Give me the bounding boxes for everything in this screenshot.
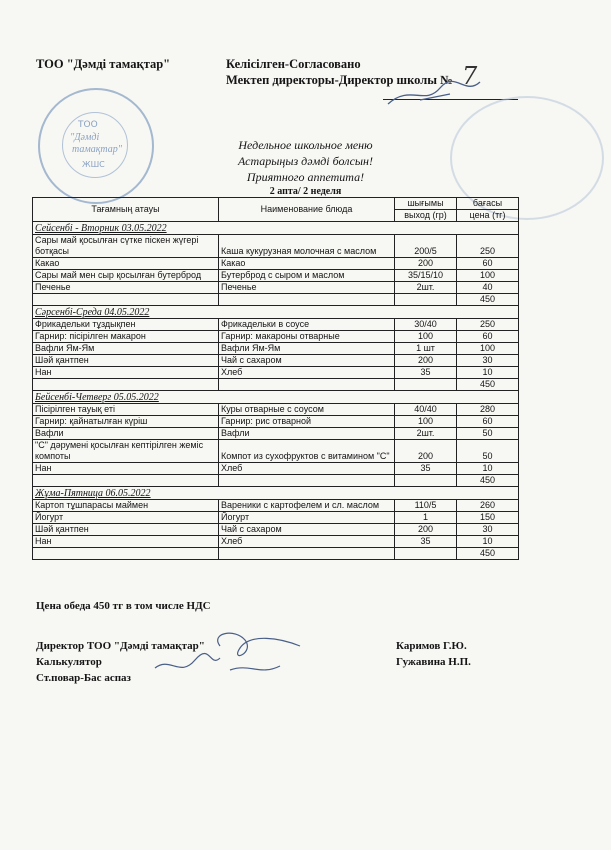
week-label: 2 апта/ 2 неделя (269, 186, 342, 197)
dish-price: 50 (457, 428, 519, 440)
dish-name-ru: Йогурт (219, 512, 395, 524)
approval-signature (380, 74, 490, 114)
dish-output: 100 (395, 331, 457, 343)
calculator-label: Калькулятор (36, 656, 102, 668)
day-section-row (33, 487, 519, 500)
total-row (33, 548, 519, 560)
dish-name-ru: Чай с сахаром (219, 355, 395, 367)
dish-output: 200 (395, 524, 457, 536)
table-row (33, 235, 519, 258)
dish-name-kz: Пісірілген тауық еті (33, 404, 219, 416)
dish-output: 1 (395, 512, 457, 524)
table-row (33, 524, 519, 536)
total-row (33, 294, 519, 306)
dish-price: 10 (457, 536, 519, 548)
dish-price: 60 (457, 331, 519, 343)
empty-cell (33, 548, 219, 560)
footer-signatures (150, 628, 320, 688)
day-total: 450 (457, 294, 519, 306)
menu-title: Недельное школьное меню (238, 138, 373, 152)
dish-name-kz: Нан (33, 367, 219, 379)
director-label: Директор ТОО "Дәмді тамақтар" (36, 640, 205, 652)
dish-name-ru: Хлеб (219, 367, 395, 379)
dish-name-kz: Нан (33, 536, 219, 548)
header-price-ru: цена (тг) (457, 210, 519, 222)
table-row (33, 512, 519, 524)
dish-price: 30 (457, 524, 519, 536)
dish-price: 40 (457, 282, 519, 294)
dish-output: 35 (395, 463, 457, 475)
chef-label: Ст.повар-Бас аспаз (36, 672, 131, 684)
dish-output: 35 (395, 367, 457, 379)
dish-name-ru: Хлеб (219, 536, 395, 548)
dish-name-ru: Компот из сухофруктов с витамином "С" (219, 440, 395, 463)
day-total: 450 (457, 548, 519, 560)
school-number: 7 (462, 62, 478, 90)
empty-cell (33, 379, 219, 391)
dish-output: 200 (395, 258, 457, 270)
dish-output: 2шт. (395, 282, 457, 294)
dish-price: 100 (457, 270, 519, 282)
table-row (33, 440, 519, 463)
dish-name-ru: Гарнир: рис отварной (219, 416, 395, 428)
day-total: 450 (457, 379, 519, 391)
calculator-name: Гужавина Н.П. (396, 656, 471, 668)
table-row (33, 319, 519, 331)
day-section-row (33, 306, 519, 319)
dish-output: 110/5 (395, 500, 457, 512)
dish-name-kz: Гарнир: қайнатылған күріш (33, 416, 219, 428)
dish-name-ru: Хлеб (219, 463, 395, 475)
empty-cell (395, 475, 457, 487)
dish-name-kz: Какао (33, 258, 219, 270)
greeting-kz: Астарыңыз дәмді болсын! (238, 154, 373, 168)
empty-cell (219, 475, 395, 487)
header-output-kz: шығымы (395, 198, 457, 210)
empty-cell (33, 475, 219, 487)
dish-name-ru: Гарнир: макароны отварные (219, 331, 395, 343)
table-row (33, 282, 519, 294)
empty-cell (395, 294, 457, 306)
empty-cell (395, 379, 457, 391)
dish-name-kz: Шәй қантпен (33, 355, 219, 367)
dish-output: 35/15/10 (395, 270, 457, 282)
table-row (33, 258, 519, 270)
dish-name-kz: Вафли (33, 428, 219, 440)
total-row (33, 379, 519, 391)
dish-name-ru: Фрикадельки в соусе (219, 319, 395, 331)
dish-name-kz: "С" дәрумені қосылған кептірілген жеміс компоты (33, 440, 219, 463)
greeting-ru: Приятного аппетита! (246, 170, 365, 184)
day-title: Сейсенбі - Вторник 03.05.2022 (33, 222, 519, 235)
day-title: Жұма-Пятница 06.05.2022 (33, 487, 519, 500)
dish-name-ru: Какао (219, 258, 395, 270)
dish-output: 40/40 (395, 404, 457, 416)
approval-role: Мектеп директоры-Директор школы № (226, 73, 453, 87)
empty-cell (33, 294, 219, 306)
dish-name-kz: Йогурт (33, 512, 219, 524)
dish-name-kz: Шәй қантпен (33, 524, 219, 536)
price-note: Цена обеда 450 тг в том числе НДС (36, 600, 211, 612)
dish-name-kz: Сары май мен сыр қосылған бутерброд (33, 270, 219, 282)
dish-output: 35 (395, 536, 457, 548)
dish-name-ru: Вафли (219, 428, 395, 440)
dish-name-kz: Нан (33, 463, 219, 475)
empty-cell (219, 294, 395, 306)
table-row (33, 500, 519, 512)
day-title: Сәрсенбі-Среда 04.05.2022 (33, 306, 519, 319)
dish-name-kz: Фрикадельки тұздықпен (33, 319, 219, 331)
table-header-row (33, 198, 519, 210)
dish-output: 30/40 (395, 319, 457, 331)
menu-table (32, 197, 519, 560)
table-row (33, 367, 519, 379)
dish-price: 60 (457, 416, 519, 428)
stamp-text-3: тамақтар" (72, 144, 122, 155)
dish-output: 1 шт (395, 343, 457, 355)
header-ru-name: Наименование блюда (219, 198, 395, 222)
header-kz-name: Тағамның атауы (33, 198, 219, 222)
dish-price: 100 (457, 343, 519, 355)
dish-name-kz: Вафли Ям-Ям (33, 343, 219, 355)
dish-price: 30 (457, 355, 519, 367)
dish-name-ru: Вареники с картофелем и сл. маслом (219, 500, 395, 512)
dish-price: 250 (457, 319, 519, 331)
table-row (33, 463, 519, 475)
dish-price: 50 (457, 440, 519, 463)
dish-price: 60 (457, 258, 519, 270)
dish-price: 150 (457, 512, 519, 524)
dish-price: 10 (457, 463, 519, 475)
table-row (33, 270, 519, 282)
company-name: ТОО "Дәмді тамақтар" (36, 57, 171, 71)
approval-title: Келісілген-Согласовано (226, 57, 361, 71)
dish-output: 2шт. (395, 428, 457, 440)
dish-name-ru: Печенье (219, 282, 395, 294)
dish-name-kz: Печенье (33, 282, 219, 294)
empty-cell (395, 548, 457, 560)
table-row (33, 331, 519, 343)
dish-name-ru: Чай с сахаром (219, 524, 395, 536)
day-title: Бейсенбі-Четверг 05.05.2022 (33, 391, 519, 404)
dish-name-ru: Бутерброд с сыром и маслом (219, 270, 395, 282)
total-row (33, 475, 519, 487)
day-section-row (33, 391, 519, 404)
stamp-text-2: "Дәмді (70, 132, 100, 143)
table-row (33, 343, 519, 355)
dish-price: 250 (457, 235, 519, 258)
table-row (33, 404, 519, 416)
dish-price: 280 (457, 404, 519, 416)
dish-price: 260 (457, 500, 519, 512)
empty-cell (219, 548, 395, 560)
dish-name-ru: Каша кукурузная молочная с маслом (219, 235, 395, 258)
dish-output: 200/5 (395, 235, 457, 258)
dish-output: 100 (395, 416, 457, 428)
dish-price: 10 (457, 367, 519, 379)
dish-name-ru: Вафли Ям-Ям (219, 343, 395, 355)
dish-output: 200 (395, 440, 457, 463)
table-row (33, 355, 519, 367)
stamp-text-4: ЖШС (82, 160, 105, 169)
dish-name-kz: Сары май қосылған сүтке піскен жүгері ботқасы (33, 235, 219, 258)
table-row (33, 536, 519, 548)
table-row (33, 428, 519, 440)
empty-cell (219, 379, 395, 391)
header-price-kz: бағасы (457, 198, 519, 210)
stamp-text-1: ТОО (78, 120, 98, 130)
menu-body (33, 222, 519, 560)
dish-name-kz: Картоп тұшпарасы маймен (33, 500, 219, 512)
dish-output: 200 (395, 355, 457, 367)
table-row (33, 416, 519, 428)
day-section-row (33, 222, 519, 235)
day-total: 450 (457, 475, 519, 487)
dish-name-kz: Гарнир: пісірілген макарон (33, 331, 219, 343)
dish-name-ru: Куры отварные с соусом (219, 404, 395, 416)
header-output-ru: выход (гр) (395, 210, 457, 222)
director-name: Каримов Г.Ю. (396, 640, 467, 652)
